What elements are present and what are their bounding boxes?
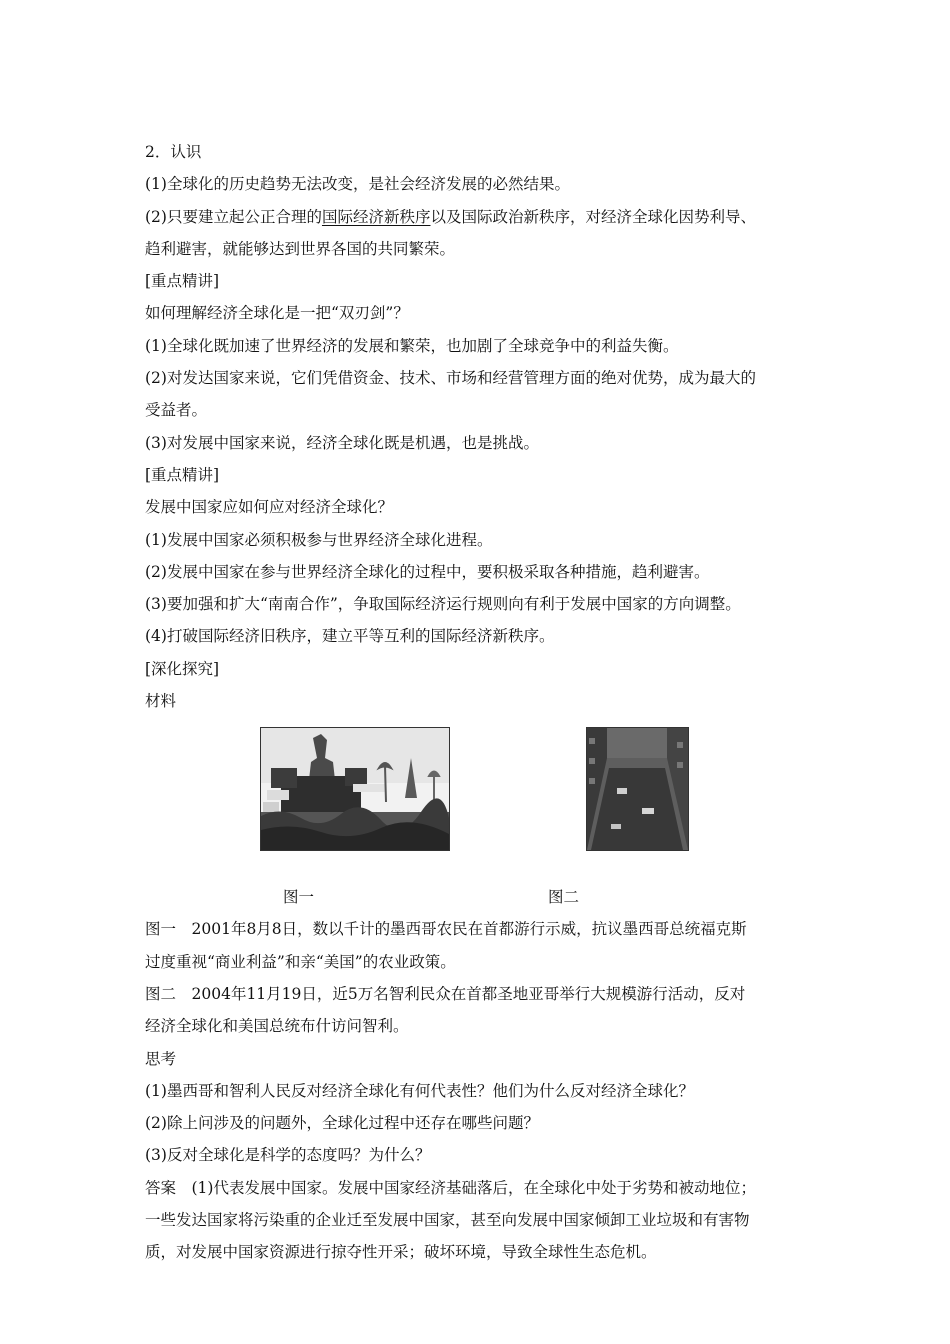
figure-2-photo [586, 727, 689, 851]
protest-monument-image [261, 728, 449, 850]
text-run: 以及国际政治新秩序，对经济全球化因势利导、 [430, 207, 756, 226]
question-heading: 发展中国家应如何应对经济全球化？ [145, 498, 394, 517]
material-label: 材料 [145, 692, 177, 711]
paragraph-line: (1)发展中国家必须积极参与世界经济全球化进程。 [145, 530, 493, 549]
figure-row [145, 717, 810, 881]
figure-2-description: 经济全球化和美国总统布什访问智利。 [145, 1017, 409, 1036]
figure-2-caption: 图二 [548, 888, 580, 907]
paragraph-line: (1)全球化的历史趋势无法改变，是社会经济发展的必然结果。 [145, 175, 570, 194]
figure-1-caption: 图一 [283, 888, 315, 907]
paragraph-line: (2)发展中国家在参与世界经济全球化的过程中，要积极采取各种措施，趋利避害。 [145, 562, 710, 581]
document-body [145, 136, 810, 1269]
section-label: [深化探究] [145, 659, 220, 678]
paragraph-line: 受益者。 [145, 401, 208, 420]
text-run: (2)只要建立起公正合理的 [145, 207, 322, 226]
street-crowd-image [587, 728, 688, 850]
question-line: (1)墨西哥和智利人民反对经济全球化有何代表性？他们为什么反对经济全球化？ [145, 1081, 694, 1100]
paragraph-line: 趋利避害，就能够达到世界各国的共同繁荣。 [145, 239, 456, 258]
figure-1-description: 过度重视“商业利益”和亲“美国”的农业政策。 [145, 952, 456, 971]
paragraph-line [145, 201, 810, 233]
underlined-term: 国际经济新秩序 [321, 207, 431, 226]
section-label: [重点精讲] [145, 272, 220, 291]
paragraph-line: (4)打破国际经济旧秩序，建立平等互利的国际经济新秩序。 [145, 627, 555, 646]
answer-line: 答案 (1)代表发展中国家。发展中国家经济基础落后，在全球化中处于劣势和被动地位； [145, 1178, 756, 1197]
section-label: [重点精讲] [145, 465, 220, 484]
figure-1-photo [260, 727, 450, 851]
paragraph-line: (3)要加强和扩大“南南合作”，争取国际经济运行规则向有利于发展中国家的方向调整。 [145, 595, 741, 614]
paragraph-line: (1)全球化既加速了世界经济的发展和繁荣，也加剧了全球竞争中的利益失衡。 [145, 336, 679, 355]
question-line: (3)反对全球化是科学的态度吗？为什么？ [145, 1146, 431, 1165]
figure-1-description: 图一 2001年8月8日，数以千计的墨西哥农民在首都游行示威，抗议墨西哥总统福克斯 [145, 920, 747, 939]
section-heading-recognition: 2．认识 [145, 143, 202, 161]
paragraph-line: (3)对发展中国家来说，经济全球化既是机遇，也是挑战。 [145, 433, 539, 452]
think-label: 思考 [145, 1049, 177, 1068]
figure-captions [145, 881, 810, 913]
figure-2-description: 图二 2004年11月19日，近5万名智利民众在首都圣地亚哥举行大规模游行活动，反对 [145, 984, 746, 1003]
answer-line: 质，对发展中国家资源进行掠夺性开采；破坏环境，导致全球性生态危机。 [145, 1243, 657, 1262]
question-line: (2)除上问涉及的问题外，全球化过程中还存在哪些问题？ [145, 1114, 539, 1133]
question-heading: 如何理解经济全球化是一把“双刃剑”？ [145, 304, 409, 323]
paragraph-line: (2)对发达国家来说，它们凭借资金、技术、市场和经营管理方面的绝对优势，成为最大的 [145, 369, 756, 388]
answer-line: 一些发达国家将污染重的企业迁至发展中国家，甚至向发展中国家倾卸工业垃圾和有害物 [145, 1211, 750, 1230]
